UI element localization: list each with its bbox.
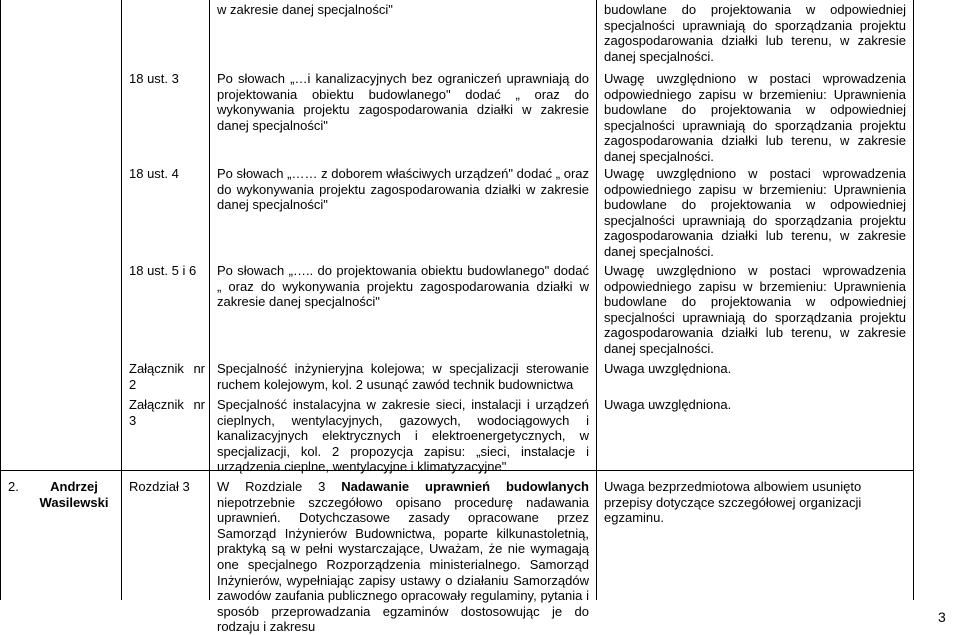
author-row-text-prefix: W Rozdziale 3: [217, 479, 342, 494]
row-answer: Uwaga uwzględniona.: [604, 361, 732, 376]
author-name: Andrzej Wasilewski: [39, 479, 109, 510]
author-row-text-bold: Nadawanie uprawnień budowlanych: [341, 479, 590, 494]
row-answer: Uwagę uwzględniono w postaci wprowadzenia odpowiedniego zapisu w brzemieniu: Uprawnienia budowlane do projektowania w odpowiedniej specjalności uprawniają do sporządzania projektu zagospodarowania działki lub terenu, w zakresie danej specjalności.: [604, 71, 906, 164]
row-ref: Załącznik nr 3: [129, 397, 205, 428]
author-row-ref: Rozdział 3: [129, 479, 190, 494]
row-answer: Uwagę uwzględniono w postaci wprowadzenia odpowiedniego zapisu w brzemieniu: Uprawnienia budowlane do projektowania w odpowiedniej specjalności uprawniają do sporządzania projektu zagospodarowania działki lub terenu, w zakresie danej specjalności.: [604, 263, 906, 356]
row-ref: 18 ust. 5 i 6: [129, 263, 197, 278]
table-border-left: [0, 0, 1, 600]
page-number: 3: [938, 609, 946, 625]
top-row-text: w zakresie danej specjalności": [217, 2, 393, 17]
row-text: Po słowach „….. do projektowania obiektu budowlanego" dodać „ oraz do wykonywania projektu zagospodarowania działki w zakresie danej specjalności": [217, 263, 589, 310]
row-ref: 18 ust. 4: [129, 166, 179, 181]
top-row-answer: budowlane do projektowania w odpowiedniej specjalności uprawniają do sporządzania projektu zagospodarowania działki lub terenu, w zakresie danej specjalności.: [604, 2, 906, 64]
author-row-text: [217, 479, 589, 635]
entry-number: 2.: [8, 479, 19, 494]
row-text: Specjalność instalacyjna w zakresie sieci, instalacji i urządzeń cieplnych, wentylacyjnych, gazowych, wodociągowych i kanalizacyjnych elektrycznych i elektroenergetycznych, w specjalizacji, kol. 2 propozycja zapisu: „sieci, instalacje i urządzenia cieplne, wentylacyjne i klimatyzacyjne": [217, 397, 589, 475]
row-answer: Uwagę uwzględniono w postaci wprowadzenia odpowiedniego zapisu w brzemieniu: Uprawnienia budowlane do projektowania w odpowiedniej specjalności uprawniają do sporządzania projektu zagospodarowania działki lub terenu, w zakresie danej specjalności.: [604, 166, 906, 259]
row-text: Po słowach „…… z doborem właściwych urządzeń" dodać „ oraz do wykonywania projektu zagospodarowania działki w zakresie danej specjalności": [217, 166, 589, 213]
row-ref: 18 ust. 3: [129, 71, 179, 86]
table-divider-2: [209, 0, 210, 600]
row-text: Po słowach „…i kanalizacyjnych bez ograniczeń uprawniają do projektowania obiektu budowlanego" dodać „ oraz do wykonywania projektu zagospodarowania działki w zakresie danej specjalności": [217, 71, 589, 133]
table-divider-1: [121, 0, 122, 600]
author-row-text-rest: niepotrzebnie szczegółowo opisano procedurę nadawania uprawnień. Dotychczasowe zasady opracowane przez Samorząd Inżynierów Budownictwa, poparte kilkunastoletnią, praktyką są w pełni wystarczające, Uważam, że nie wymagają one specjalnego Rozporządzenia ministerialnego. Samorząd Inżynierów, wypełniając zapisy ustawy o działaniu Samorządów zawodów zaufania publicznego opracowały regulaminy, pytania i sposób przeprowadzania egzaminów dostosowując je do rodzaju i zakresu: [217, 494, 589, 635]
row-text: Specjalność inżynieryjna kolejowa; w specjalizacji sterowanie ruchem kolejowym, kol. 2 usunąć zawód technik budownictwa: [217, 361, 589, 392]
author-row-answer: Uwaga bezprzedmiotowa albowiem usunięto przepisy dotyczące szczegółowej organizacji egzaminu.: [604, 479, 862, 526]
table-border-right: [913, 0, 914, 600]
table-divider-3: [596, 0, 597, 600]
row-answer: Uwaga uwzględniona.: [604, 397, 732, 412]
row-ref: Załącznik nr 2: [129, 361, 205, 392]
